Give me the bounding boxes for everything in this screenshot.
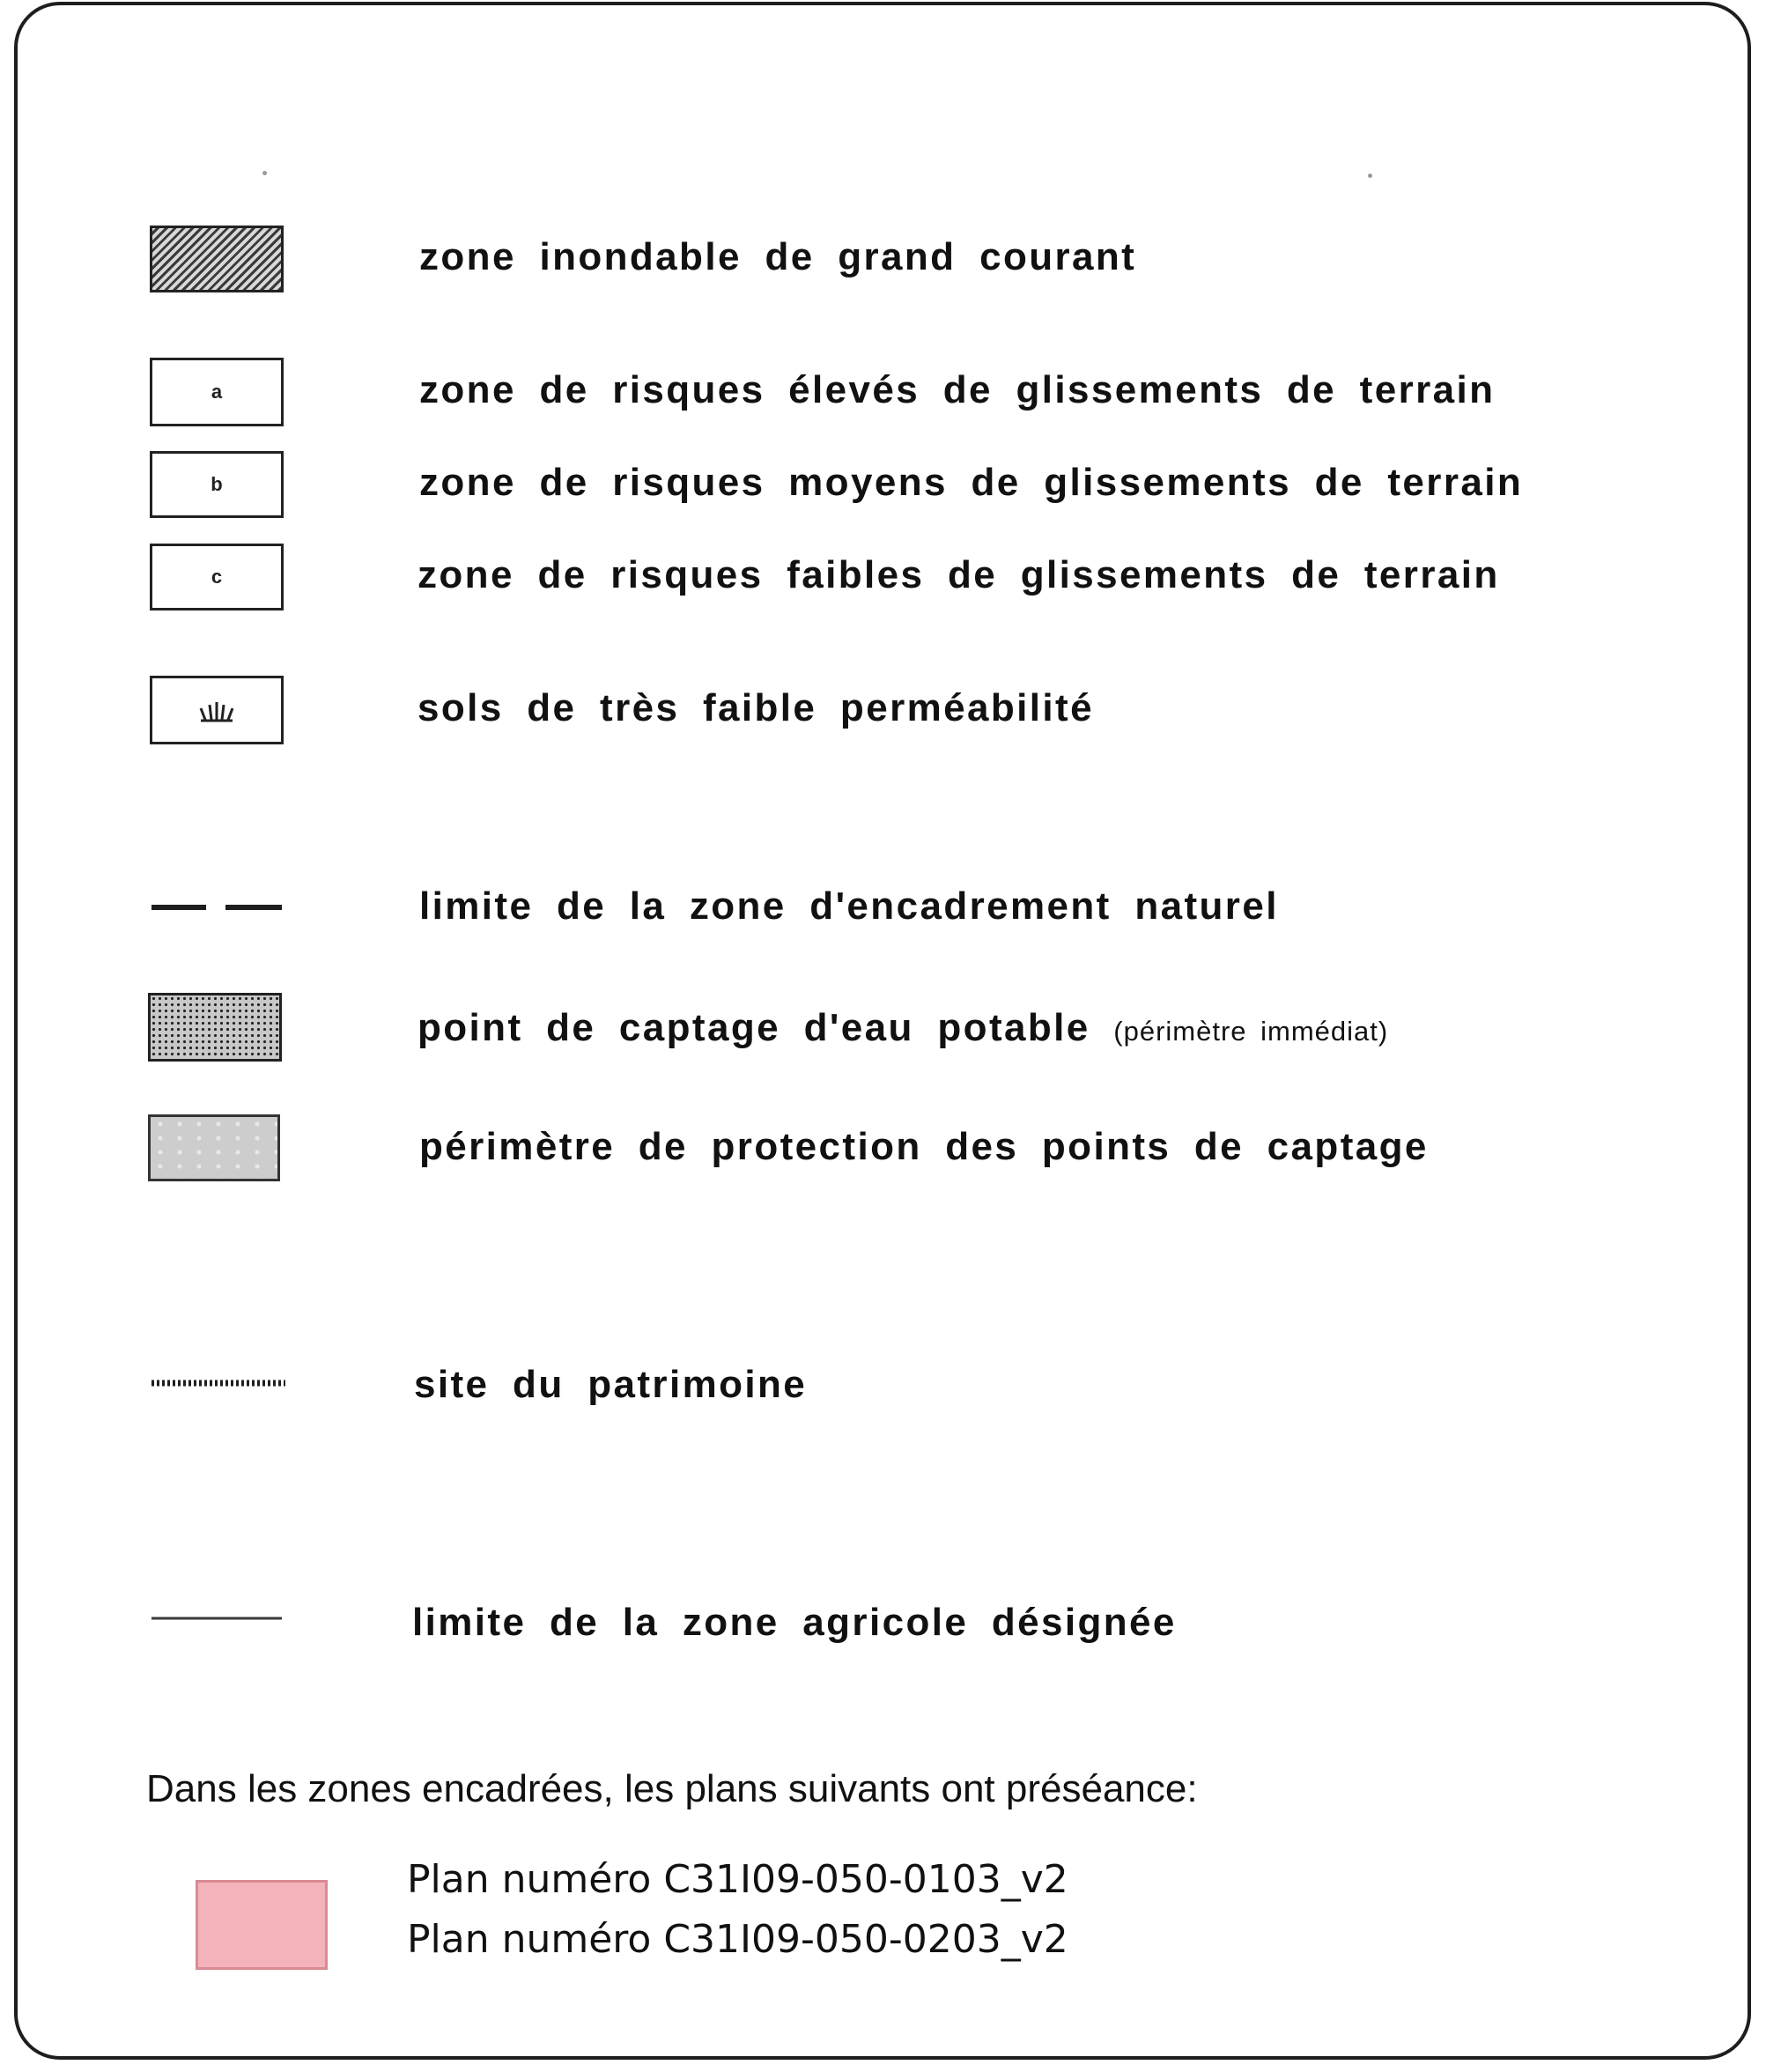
plan-number-2: Plan numéro C31I09-050-0203_v2 [407, 1917, 1068, 1962]
heritage-site-label: site du patrimoine [414, 1363, 808, 1406]
agricultural-zone-boundary-label: limite de la zone agricole désignée [412, 1601, 1177, 1644]
precedence-swatch [196, 1880, 328, 1970]
landslide-high-letter: a [211, 381, 223, 403]
landslide-medium-symbol [150, 451, 284, 518]
marsh-icon [152, 678, 281, 742]
landslide-low-letter: c [211, 566, 223, 588]
water-intake-symbol [148, 993, 282, 1062]
low-permeability-symbol [150, 676, 284, 744]
landslide-medium-letter: b [211, 473, 223, 495]
natural-setting-boundary-symbol [150, 902, 284, 913]
flood-zone-symbol [150, 226, 284, 292]
landslide-medium-label: zone de risques moyens de glissements de terrain [419, 461, 1524, 504]
protection-perimeter-symbol [148, 1114, 280, 1181]
low-permeability-label: sols de très faible perméabilité [417, 686, 1094, 729]
flood-zone-label: zone inondable de grand courant [419, 235, 1137, 278]
precedence-intro: Dans les zones encadrées, les plans suivants ont préséance: [146, 1767, 1198, 1810]
plan-number-1: Plan numéro C31I09-050-0103_v2 [407, 1857, 1068, 1902]
water-intake-note: (périmètre immédiat) [1113, 1016, 1389, 1047]
agricultural-zone-boundary-symbol [150, 1615, 284, 1622]
protection-perimeter-label: périmètre de protection des points de captage [419, 1125, 1429, 1168]
landslide-low-symbol [150, 544, 284, 610]
water-intake-label [417, 1006, 1389, 1049]
scan-speck [262, 171, 267, 175]
scan-speck [1368, 174, 1372, 178]
landslide-high-symbol [150, 358, 284, 426]
landslide-low-label: zone de risques faibles de glissements de terrain [417, 553, 1500, 596]
water-intake-label-text: point de captage d'eau potable [417, 1006, 1090, 1049]
natural-setting-boundary-label: limite de la zone d'encadrement naturel [419, 884, 1279, 928]
heritage-site-symbol [150, 1379, 287, 1388]
landslide-high-label: zone de risques élevés de glissements de terrain [419, 368, 1496, 411]
